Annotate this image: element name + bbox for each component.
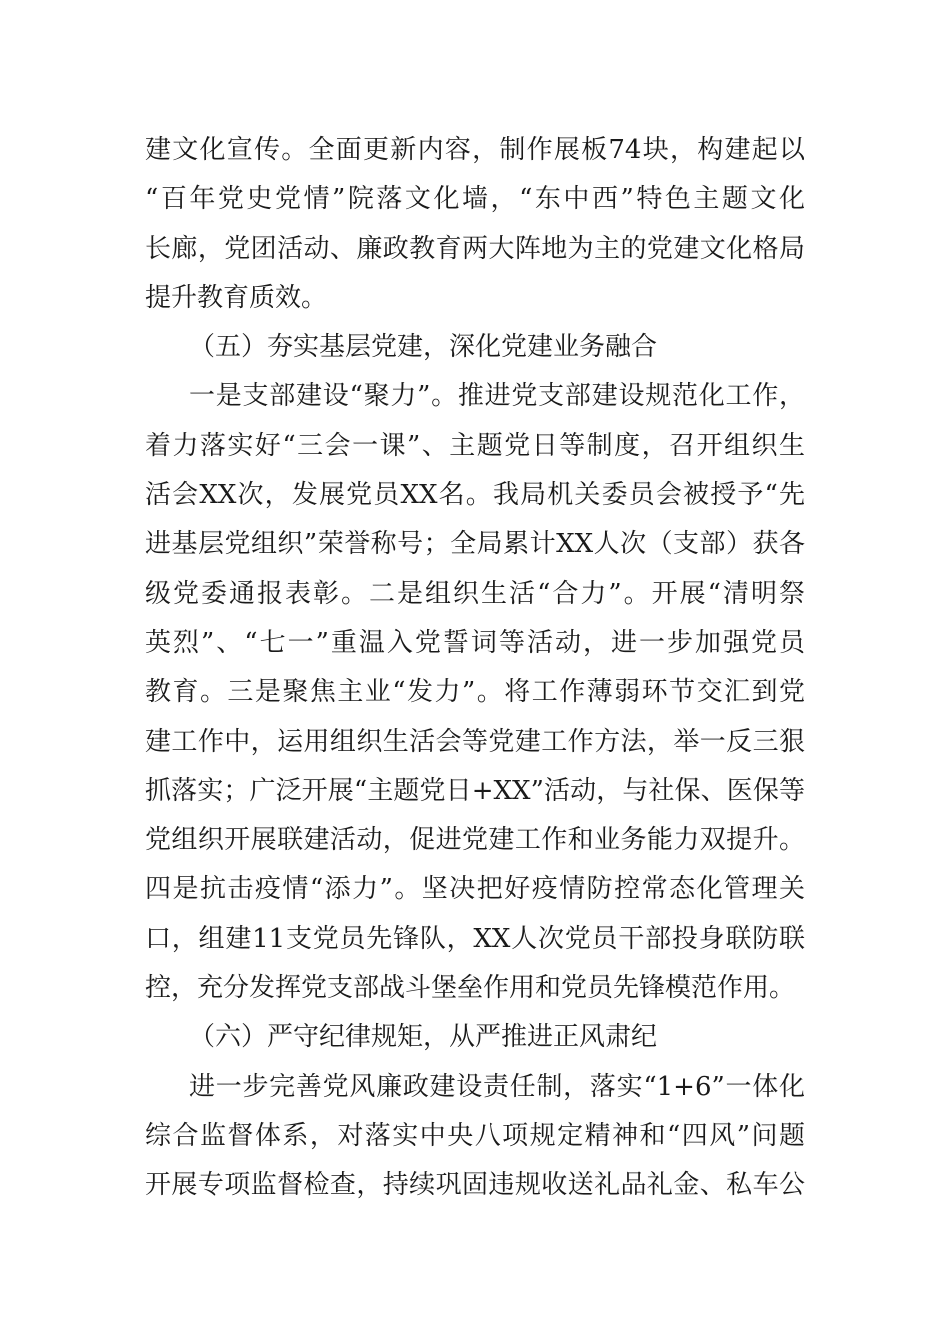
text-line: 四是抗击疫情“添力”。坚决把好疫情防控常态化管理关 xyxy=(145,874,805,905)
text-line: 英烈”、“七一”重温入党誓词等活动，进一步加强党员 xyxy=(145,627,805,658)
text-line: 活会XX次，发展党员XX名。我局机关委员会被授予“先 xyxy=(145,480,805,511)
text-line: 开展专项监督检查，持续巩固违规收送礼品礼金、私车公 xyxy=(145,1170,805,1201)
text-line: 进基层党组织”荣誉称号；全局累计XX人次（支部）获各 xyxy=(145,529,805,560)
text-line: 建文化宣传。全面更新内容，制作展板74块，构建起以 xyxy=(145,135,805,165)
text-line: 综合监督体系，对落实中央八项规定精神和“四风”问题 xyxy=(145,1120,805,1151)
text-line: 提升教育质效。 xyxy=(145,282,328,313)
text-line: 级党委通报表彰。二是组织生活“合力”。开展“清明祭 xyxy=(145,578,805,609)
section-heading-five: （五）夯实基层党建，深化党建业务融合 xyxy=(189,332,658,363)
text-line: 一是支部建设“聚力”。推进党支部建设规范化工作， xyxy=(189,381,805,412)
text-line: 口，组建11支党员先锋队，XX人次党员干部投身联防联 xyxy=(145,923,805,954)
text-line: 控，充分发挥党支部战斗堡垒作用和党员先锋模范作用。 xyxy=(145,973,796,1004)
text-line: 党组织开展联建活动，促进党建工作和业务能力双提升。 xyxy=(145,825,805,856)
section-heading-six: （六）严守纪律规矩，从严推进正风肃纪 xyxy=(189,1022,658,1053)
text-line: 教育。三是聚焦主业“发力”。将工作薄弱环节交汇到党 xyxy=(145,677,805,708)
body-text xyxy=(145,126,805,1211)
text-line: “百年党史党情”院落文化墙，“东中西”特色主题文化 xyxy=(145,184,805,215)
text-line: 抓落实；广泛开展“主题党日+XX”活动，与社保、医保等 xyxy=(145,775,805,806)
text-line: 着力落实好“三会一课”、主题党日等制度，召开组织生 xyxy=(145,430,805,461)
text-line: 建工作中，运用组织生活会等党建工作方法，举一反三狠 xyxy=(145,726,805,757)
text-line: 进一步完善党风廉政建设责任制，落实“1+6”一体化 xyxy=(189,1071,805,1102)
text-line: 长廊，党团活动、廉政教育两大阵地为主的党建文化格局 xyxy=(145,233,805,264)
